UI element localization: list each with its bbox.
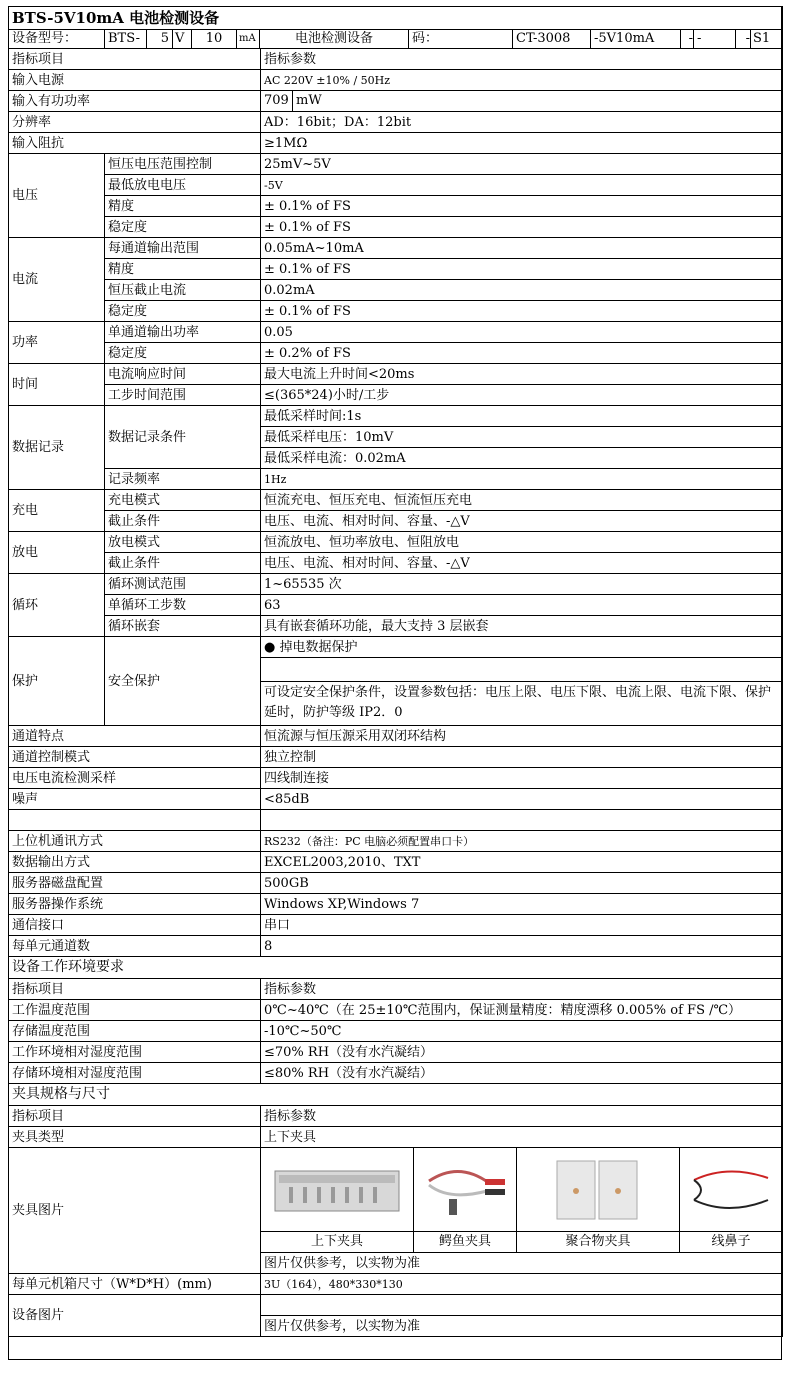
doc-title: BTS-5V10mA 电池检测设备 — [9, 7, 783, 30]
charge-label: 充电 — [9, 490, 105, 532]
power-loss-protect: ● 掉电数据保护 — [261, 637, 783, 658]
fixture-pic-alligator: 鳄鱼夹具 — [414, 1148, 517, 1252]
device-pic-label: 设备图片 — [9, 1295, 261, 1337]
discharge-label: 放电 — [9, 532, 105, 574]
time-label: 时间 — [9, 364, 105, 406]
spec-header-item: 指标项目 — [9, 49, 261, 70]
model-row: 设备型号： BTS- 5 V 10 mA 电池检测设备 码： CT-3008 -5V10mA - - - S1 — [9, 30, 783, 49]
spec-header-value: 指标参数 — [261, 49, 783, 70]
protect-label: 保护 — [9, 637, 105, 726]
page-frame — [8, 6, 782, 1360]
fixture-pic-label: 夹具图片 — [9, 1148, 261, 1274]
voltage-label: 电压 — [9, 154, 105, 238]
fixture-title: 夹具规格与尺寸 — [9, 1084, 783, 1106]
current-label: 电流 — [9, 238, 105, 322]
power-label: 功率 — [9, 322, 105, 364]
cycle-label: 循环 — [9, 574, 105, 637]
fixture-pic-lug: 线鼻子 — [680, 1148, 782, 1252]
env-title: 设备工作环境要求 — [9, 957, 783, 979]
data-record-label: 数据记录 — [9, 406, 105, 490]
fixture-pic-polymer: 聚合物夹具 — [517, 1148, 680, 1252]
model-label: 设备型号： — [9, 30, 105, 48]
protect-desc: 可设定安全保护条件，设置参数包括：电压上限、电压下限、电流上限、电流下限、保护延时，防护等级 IP2．0 — [261, 681, 783, 725]
device-name: 电池检测设备 — [260, 30, 409, 48]
code-label: 码： — [409, 30, 513, 48]
spec-table: BTS-5V10mA 电池检测设备 设备型号： BTS- 5 V 10 mA 电池检测设备 码： CT-3008 -5V10mA - - - S1 指标项目 指标参数 输入电源 AC 220V ±10% / 50Hz 输入有功功率 709 mW 分辨率 AD：16bit；DA：12bit 输入阻抗 ≥1MΩ 电压 恒压电压范围控制 25mV~5V 最低放电电压 -5V 精度 ± 0.1% of FS 稳定度 ± 0.1% of FS 电流 每通道输出范围 0.05mA~10mA 精度 ± 0.1% of FS 恒压截止电流 0.02mA 稳定度 ± 0.1% of FS 功率 单通道输出功率 0.05 稳定度 ± 0.2% of FS 时间 电流响应时间 最大电流上升时间<20ms 工步时间范围 ≤(365*24)小时/工步 数据记录 数据记录条件 最低采样时间:1s 最低采样电压：10mV 最低采样电流：0.02mA 记录频率 1Hz 充电 充电模式 恒流充电、恒压充电、恒流恒压充电 截止条件 电压、电流、相对时间、容量、-△V 放电 放电模式 恒流放电、恒功率放电、恒阻放电 截止条件 电压、电流、相对时间、容量、-△V 循环 循环测试范围 1~65535 次 单循环工步数 63 循环嵌套 具有嵌套循环功能，最大支持 3 层嵌套 保护 安全保护 ● 掉电数据保护 可设定安全保护条件，设置参数包括：电压上限、电压下限、电流上限、电流下限、保护延时，防护等级 IP2．0 通道特点 恒流源与恒压源采用双闭环结构 通道控制模式 独立控制 电压电流检测采样 四线制连接 噪声 <85dB 上位机通讯方式 RS232（备注：PC 电脑必须配置串口卡） 数据输出方式 EXCEL2003,2010、TXT 服务器磁盘配置 500GB 服务器操作系统 Windows XP,Windows 7 通信接口 串口 每单元通道数 8 设备工作环境要求 指标项目 指标参数 工作温度范围 0℃~40℃（在 25±10℃范围内，保证测量精度：精度漂移 0.005% of FS /℃） 存储温度范围 -10℃~50℃ 工作环境相对湿度范围 ≤70% RH（没有水汽凝结） 存储环境相对湿度范围 ≤80% RH（没有水汽凝结） 夹具规格与尺寸 指标项目 指标参数 夹具类型 上下夹具 夹具图片 上下夹具 鳄鱼夹具 聚合物夹具 线鼻子 图片仅供参考，以实物为准 每单元机箱尺寸（W*D*H）(mm) 3U（164），480*330*130 设备图片 图片仅供参考，以实物为准 — [8, 6, 783, 1337]
fixture-pic-upper-lower: 上下夹具 — [261, 1148, 414, 1252]
